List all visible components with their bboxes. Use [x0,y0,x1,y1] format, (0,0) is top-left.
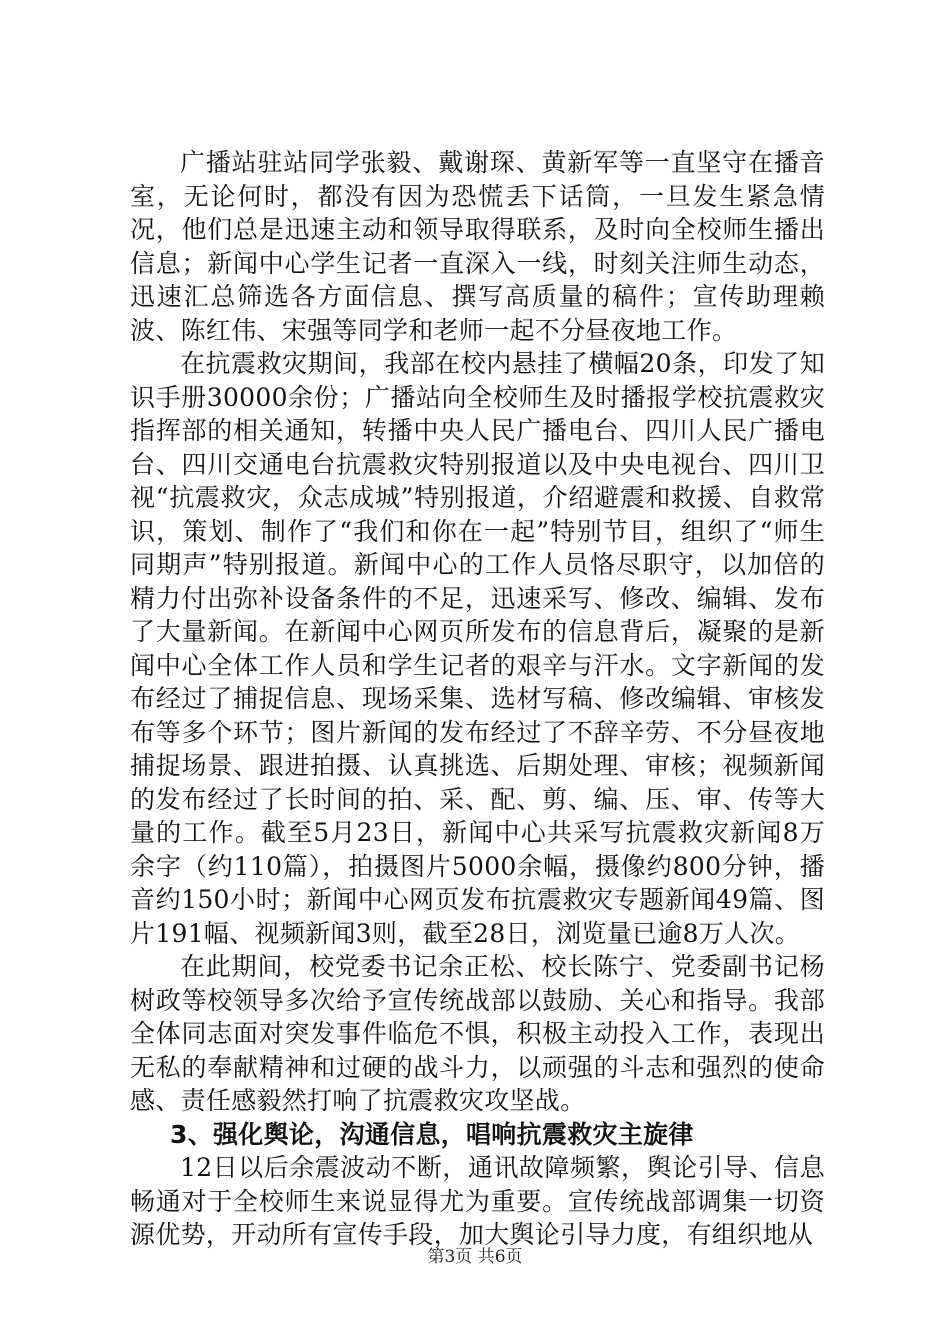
paragraph-public-opinion: 12日以后余震波动不断，通讯故障频繁，舆论引导、信息畅通对于全校师生来说显得尤为重要。宣传统战部调集一切资源优势，开动所有宣传手段，加大舆论引导力度，有组织地从 [130,1153,825,1249]
paragraph-broadcast-staff: 广播站驻站同学张毅、戴谢琛、黄新军等一直坚守在播音室，无论何时，都没有因为恐慌丢下话筒，一旦发生紧急情况，他们总是迅速主动和领导取得联系，及时向全校师生播出信息；新闻中心学生记者一直深入一线，时刻关注师生动态，迅速汇总筛选各方面信息、撰写高质量的稿件；宣传助理赖波、陈红伟、宋强等同学和老师一起不分昼夜地工作。 [130,148,825,345]
document-body [130,146,825,1252]
paragraph-leadership-support: 在此期间，校党委书记余正松、校长陈宁、党委副书记杨树政等校领导多次给予宣传统战部以鼓励、关心和指导。我部全体同志面对突发事件临危不惧，积极主动投入工作，表现出无私的奉献精神和过硬的战斗力，以顽强的斗志和强烈的使命感、责任感毅然打响了抗震救灾攻坚战。 [130,952,825,1115]
paragraph-relief-publicity: 在抗震救灾期间，我部在校内悬挂了横幅20条，印发了知识手册30000余份；广播站向全校师生及时播报学校抗震救灾指挥部的相关通知，转播中央人民广播电台、四川人民广播电台、四川交通电台抗震救灾特别报道以及中央电视台、四川卫视“抗震救灾，众志成城”特别报道，介绍避震和救援、自救常识，策划、制作了“我们和你在一起”特别节目，组织了“师生同期声”特别报道。新闻中心的工作人员恪尽职守，以加倍的精力付出弥补设备条件的不足，迅速采写、修改、编辑、发布了大量新闻。在新闻中心网页所发布的信息背后，凝聚的是新闻中心全体工作人员和学生记者的艰辛与汗水。文字新闻的发布经过了捕捉信息、现场采集、选材写稿、修改编辑、审核发布等多个环节；图片新闻的发布经过了不辞辛劳、不分昼夜地捕捉场景、跟进拍摄、认真挑选、后期处理、审核；视频新闻的发布经过了长时间的拍、采、配、剪、编、压、审、传等大量的工作。截至5月23日，新闻中心共采写抗震救灾新闻8万余字（约110篇），拍摄图片5000余幅，摄像约800分钟，播音约150小时；新闻中心网页发布抗震救灾专题新闻49篇、图片191幅、视频新闻3则，截至28日，浏览量已逾8万人次。 [130,349,825,948]
page-number-footer: 第3页 共6页 [427,1247,523,1267]
section-heading: 3、强化舆论，沟通信息，唱响抗震救灾主旋律 [170,1119,694,1149]
